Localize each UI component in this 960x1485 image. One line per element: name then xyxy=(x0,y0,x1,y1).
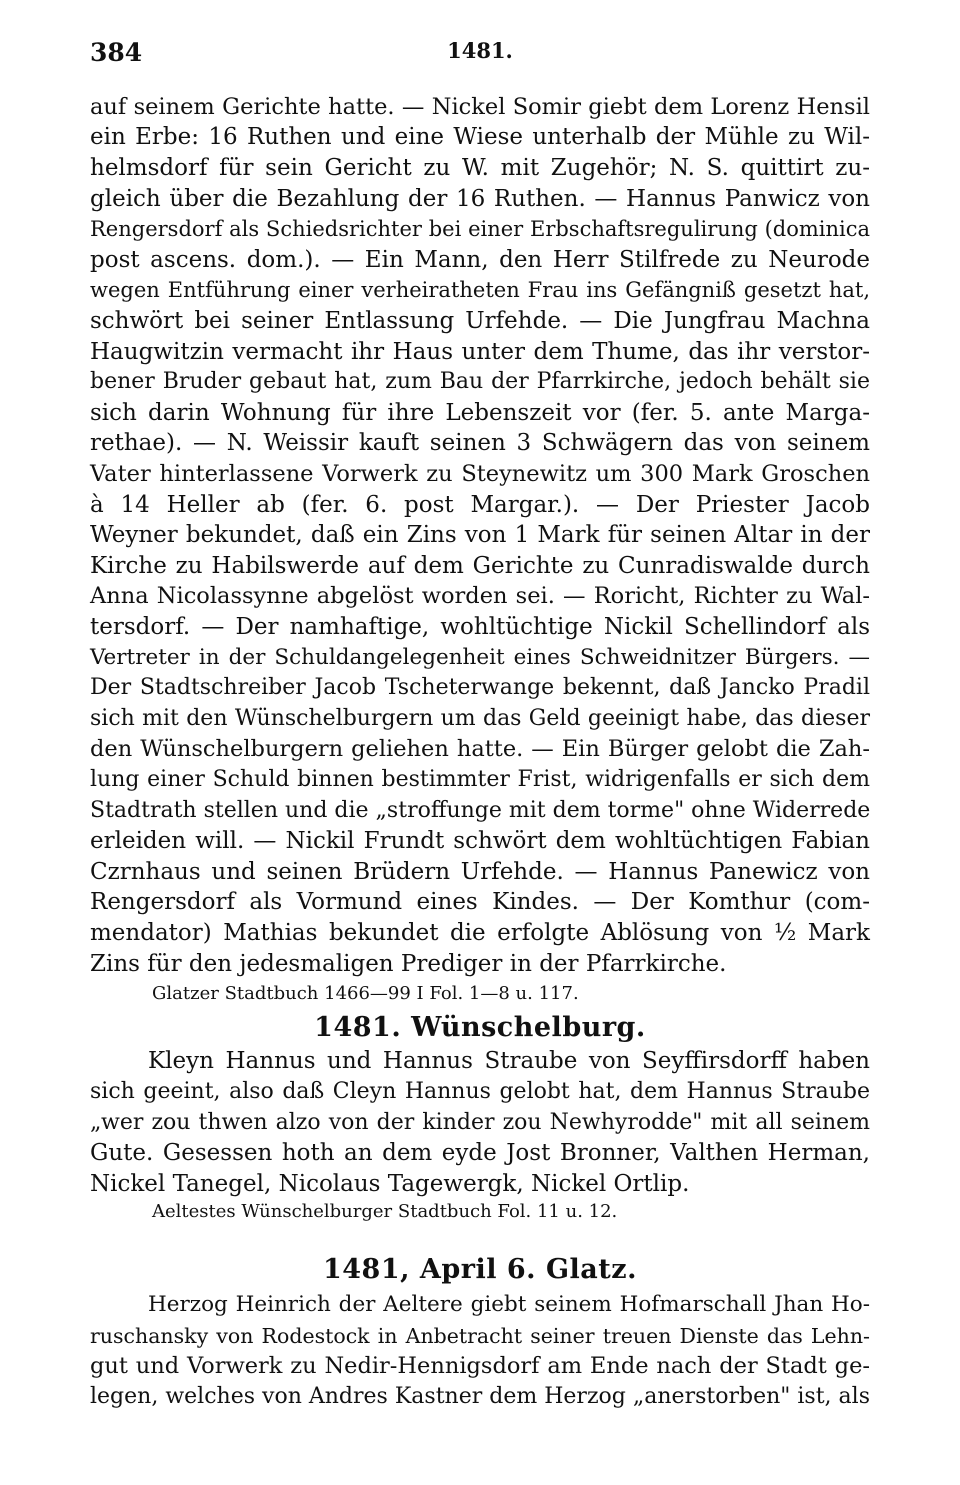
entry-heading: 1481, April 6. Glatz. xyxy=(322,1254,637,1285)
text-line: Rengersdorf als Vormund eines Kindes. — Der Komthur (com- xyxy=(90,889,870,915)
text-line: den Wünschelburgern geliehen hatte. — Ein Bürger gelobt die Zah- xyxy=(90,736,870,762)
text-line: Kleyn Hannus und Hannus Straube von Seyffirsdorff haben xyxy=(148,1048,870,1074)
page-header xyxy=(90,38,870,68)
text-line: sich mit den Wünschelburgern um das Geld geeinigt habe, das dieser xyxy=(90,706,870,731)
text-line: Kirche zu Habilswerde auf dem Gerichte zu Cunradiswalde durch xyxy=(90,553,870,579)
running-head-year: 1481. xyxy=(447,38,513,63)
text-line: mendator) Mathias bekundet die erfolgte Ablösung von ½ Mark xyxy=(90,920,870,946)
text-line: à 14 Heller ab (fer. 6. post Margar.). — Der Priester Jacob xyxy=(90,492,870,518)
text-line: helmsdorf für sein Gericht zu W. mit Zugehör; N. S. quittirt zu- xyxy=(90,155,870,181)
text-line: ruschansky von Rodestock in Anbetracht seiner treuen Dienste das Lehn- xyxy=(90,1324,870,1348)
text-line: sich geeint, also daß Cleyn Hannus gelobt hat, dem Hannus Straube xyxy=(90,1079,870,1104)
text-line: auf seinem Gerichte hatte. — Nickel Somir giebt dem Lorenz Hensil xyxy=(90,94,870,120)
text-line: Stadtrath stellen und die „stroffunge mit dem torme" ohne Widerrede xyxy=(90,798,871,823)
text-line: tersdorf. — Der namhaftige, wohltüchtige Nickil Schellindorf als xyxy=(90,614,870,640)
text-line: lung einer Schuld binnen bestimmter Frist, widrigenfalls er sich dem xyxy=(90,767,870,792)
text-line: gleich über die Bezahlung der 16 Ruthen. — Hannus Panwicz von xyxy=(90,186,870,212)
text-line: Haugwitzin vermacht ihr Haus unter dem Thume, das ihr verstor- xyxy=(90,339,870,365)
page-number: 384 xyxy=(90,38,143,67)
text-line: gut und Vorwerk zu Nedir-Hennigsdorf am Ende nach der Stadt ge- xyxy=(90,1353,870,1379)
text-line: Anna Nicolassynne abgelöst worden sei. — Roricht, Richter zu Wal- xyxy=(90,583,870,609)
text-line: „wer zou thwen alzo von der kinder zou Newhyrodde" mit all seinem xyxy=(90,1110,870,1135)
source-citation: Aeltestes Wünschelburger Stadtbuch Fol. 11 u. 12. xyxy=(152,1201,618,1222)
text-line: erleiden will. — Nickil Frundt schwört dem wohltüchtigen Fabian xyxy=(90,828,870,854)
entry-heading: 1481. Wünschelburg. xyxy=(314,1012,646,1043)
text-line: Herzog Heinrich der Aeltere giebt seinem Hofmarschall Jhan Ho- xyxy=(148,1292,870,1317)
text-line: sich darin Wohnung für ihre Lebenszeit vor (fer. 5. ante Marga- xyxy=(90,400,870,426)
text-line: wegen Entführung einer verheiratheten Frau ins Gefängniß gesetzt hat, xyxy=(90,278,870,302)
text-line: Weyner bekundet, daß ein Zins von 1 Mark für seinen Altar in der xyxy=(90,522,870,548)
text-line: Rengersdorf als Schiedsrichter bei einer Erbschaftsregulirung (dominica xyxy=(90,217,870,241)
text-line: post ascens. dom.). — Ein Mann, den Herr Stilfrede zu Neurode xyxy=(90,247,870,273)
text-line: legen, welches von Andres Kastner dem Herzog „anerstorben" ist, als xyxy=(90,1384,870,1409)
text-line: bener Bruder gebaut hat, zum Bau der Pfarrkirche, jedoch behält sie xyxy=(90,369,870,394)
text-line: Vertreter in der Schuldangelegenheit eines Schweidnitzer Bürgers. — xyxy=(90,645,870,670)
text-line: Czrnhaus und seinen Brüdern Urfehde. — Hannus Panewicz von xyxy=(90,859,870,885)
text-line: Vater hinterlassene Vorwerk zu Steynewitz um 300 Mark Groschen xyxy=(90,461,870,487)
text-line: rethae). — N. Weissir kauft seinen 3 Schwägern das von seinem xyxy=(90,430,870,456)
source-citation: Glatzer Stadtbuch 1466—99 I Fol. 1—8 u. 117. xyxy=(152,983,579,1004)
text-line: schwört bei seiner Entlassung Urfehde. — Die Jungfrau Machna xyxy=(90,308,870,334)
text-line: ein Erbe: 16 Ruthen und eine Wiese unterhalb der Mühle zu Wil- xyxy=(90,124,870,150)
text-line: Gute. Gesessen hoth an dem eyde Jost Bronner, Valthen Herman, xyxy=(90,1140,870,1166)
text-line: Nickel Tanegel, Nicolaus Tagewergk, Nickel Ortlip. xyxy=(90,1171,690,1197)
text-line: Zins für den jedesmaligen Prediger in der Pfarrkirche. xyxy=(90,951,727,977)
text-line: Der Stadtschreiber Jacob Tscheterwange bekennt, daß Jancko Pradil xyxy=(90,675,870,700)
